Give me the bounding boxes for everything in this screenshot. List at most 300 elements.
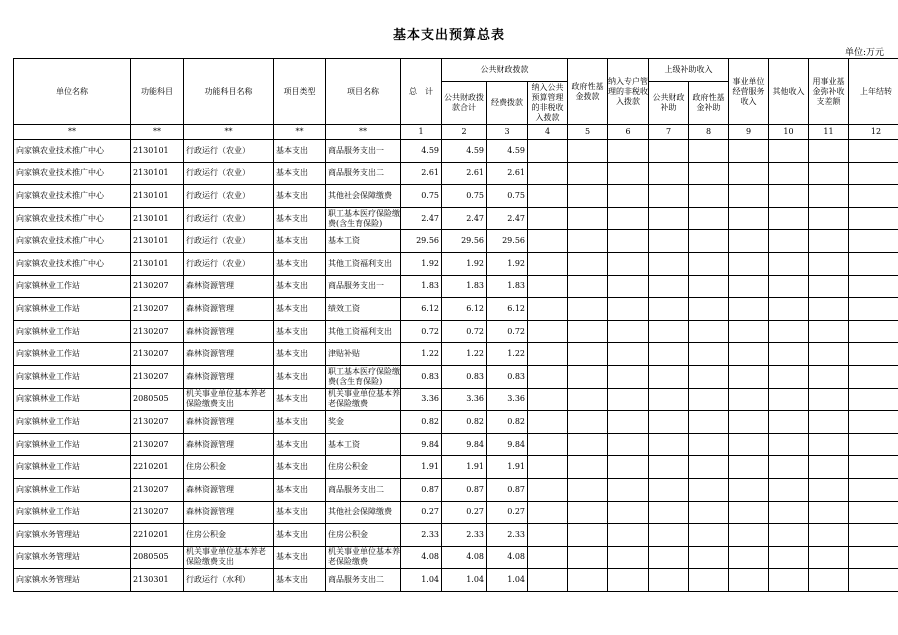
cell-funding: 4.08: [487, 546, 528, 569]
cell-empty: [649, 320, 689, 343]
cell-funding: 1.04: [487, 569, 528, 592]
cell-empty: [689, 365, 729, 388]
cell-empty: [729, 411, 769, 434]
header-total: 总 计: [401, 59, 442, 125]
table-row: [14, 388, 898, 411]
cell-empty: [528, 501, 568, 524]
table-row: [14, 298, 898, 321]
cell-empty: [689, 411, 729, 434]
cell-func-name: 行政运行（农业）: [184, 140, 274, 163]
cell-empty: [689, 298, 729, 321]
cell-empty: [729, 343, 769, 366]
cell-empty: [608, 388, 649, 411]
cell-empty: [769, 388, 809, 411]
cell-empty: [649, 140, 689, 163]
cell-func-name: 森林资源管理: [184, 365, 274, 388]
cell-empty: [809, 478, 849, 501]
cell-empty: [809, 230, 849, 253]
column-number-cell: 2: [442, 125, 487, 140]
cell-public-fiscal-total: 0.87: [442, 478, 487, 501]
cell-unit-name: 向家镇林业工作站: [14, 275, 131, 298]
cell-funding: 1.22: [487, 343, 528, 366]
cell-empty: [689, 207, 729, 230]
cell-empty: [568, 275, 608, 298]
header-superior-subsidy: 上级补助收入: [649, 59, 729, 82]
cell-unit-name: 向家镇林业工作站: [14, 343, 131, 366]
table-row: [14, 252, 898, 275]
cell-empty: [849, 207, 898, 230]
column-number-cell: 11: [809, 125, 849, 140]
cell-funding: 1.92: [487, 252, 528, 275]
column-number-cell: 10: [769, 125, 809, 140]
cell-empty: [769, 501, 809, 524]
cell-public-fiscal-total: 1.22: [442, 343, 487, 366]
cell-empty: [729, 252, 769, 275]
cell-empty: [729, 298, 769, 321]
cell-unit-name: 向家镇林业工作站: [14, 501, 131, 524]
table-row: [14, 546, 898, 569]
cell-item-type: 基本支出: [274, 433, 326, 456]
cell-empty: [608, 411, 649, 434]
cell-func-name: 森林资源管理: [184, 275, 274, 298]
cell-item-name: 绩效工资: [326, 298, 401, 321]
cell-item-type: 基本支出: [274, 388, 326, 411]
column-number-cell: **: [326, 125, 401, 140]
table-row: [14, 320, 898, 343]
cell-public-fiscal-total: 2.33: [442, 524, 487, 547]
cell-empty: [568, 365, 608, 388]
cell-func-name: 行政运行（水利）: [184, 569, 274, 592]
cell-func-name: 行政运行（农业）: [184, 162, 274, 185]
cell-empty: [849, 252, 898, 275]
cell-empty: [729, 140, 769, 163]
cell-empty: [608, 433, 649, 456]
cell-func-name: 行政运行（农业）: [184, 252, 274, 275]
cell-funding: 0.72: [487, 320, 528, 343]
cell-item-name: 商品服务支出二: [326, 162, 401, 185]
cell-public-fiscal-total: 1.04: [442, 569, 487, 592]
cell-total: 2.33: [401, 524, 442, 547]
table-row: [14, 569, 898, 592]
table-row: [14, 140, 898, 163]
cell-total: 0.83: [401, 365, 442, 388]
cell-empty: [608, 185, 649, 208]
cell-total: 1.83: [401, 275, 442, 298]
cell-empty: [809, 433, 849, 456]
cell-item-type: 基本支出: [274, 524, 326, 547]
cell-public-fiscal-total: 0.83: [442, 365, 487, 388]
cell-func-name: 森林资源管理: [184, 411, 274, 434]
cell-empty: [649, 230, 689, 253]
cell-total: 4.59: [401, 140, 442, 163]
header-nontax: 纳入公共预算管理的非税收入拨款: [528, 82, 568, 125]
cell-empty: [528, 456, 568, 479]
cell-public-fiscal-total: 0.82: [442, 411, 487, 434]
cell-empty: [769, 546, 809, 569]
cell-empty: [649, 433, 689, 456]
cell-func-code: 2080505: [131, 388, 184, 411]
cell-funding: 29.56: [487, 230, 528, 253]
cell-func-name: 森林资源管理: [184, 320, 274, 343]
cell-item-name: 住房公积金: [326, 456, 401, 479]
column-number-cell: 9: [729, 125, 769, 140]
cell-func-name: 住房公积金: [184, 456, 274, 479]
cell-empty: [568, 252, 608, 275]
cell-empty: [568, 140, 608, 163]
cell-total: 2.61: [401, 162, 442, 185]
cell-empty: [608, 524, 649, 547]
cell-unit-name: 向家镇农业技术推广中心: [14, 140, 131, 163]
cell-empty: [729, 162, 769, 185]
cell-empty: [528, 298, 568, 321]
cell-funding: 1.83: [487, 275, 528, 298]
cell-unit-name: 向家镇林业工作站: [14, 478, 131, 501]
cell-item-type: 基本支出: [274, 140, 326, 163]
cell-empty: [849, 478, 898, 501]
cell-funding: 2.33: [487, 524, 528, 547]
cell-item-type: 基本支出: [274, 501, 326, 524]
cell-func-name: 行政运行（农业）: [184, 230, 274, 253]
budget-table: [13, 58, 898, 592]
table-row: [14, 207, 898, 230]
cell-empty: [729, 524, 769, 547]
cell-empty: [849, 569, 898, 592]
cell-total: 6.12: [401, 298, 442, 321]
cell-item-name: 机关事业单位基本养老保险缴费: [326, 546, 401, 569]
header-funding: 经费拨款: [487, 82, 528, 125]
cell-empty: [608, 456, 649, 479]
cell-public-fiscal-total: 0.75: [442, 185, 487, 208]
cell-item-type: 基本支出: [274, 478, 326, 501]
cell-item-type: 基本支出: [274, 162, 326, 185]
cell-func-code: 2210201: [131, 456, 184, 479]
cell-empty: [689, 546, 729, 569]
cell-empty: [649, 546, 689, 569]
cell-empty: [568, 524, 608, 547]
cell-public-fiscal-total: 0.72: [442, 320, 487, 343]
cell-total: 0.27: [401, 501, 442, 524]
cell-item-name: 商品服务支出一: [326, 140, 401, 163]
cell-empty: [689, 320, 729, 343]
cell-unit-name: 向家镇林业工作站: [14, 298, 131, 321]
cell-func-code: 2130207: [131, 478, 184, 501]
header-sub-public: 公共财政补助: [649, 82, 689, 125]
cell-func-code: 2130101: [131, 252, 184, 275]
cell-empty: [608, 275, 649, 298]
column-number-row: [14, 125, 898, 140]
cell-empty: [809, 546, 849, 569]
column-number-cell: **: [184, 125, 274, 140]
cell-item-type: 基本支出: [274, 185, 326, 208]
cell-func-code: 2130101: [131, 185, 184, 208]
cell-func-name: 住房公积金: [184, 524, 274, 547]
cell-func-code: 2130101: [131, 140, 184, 163]
cell-empty: [809, 365, 849, 388]
cell-empty: [769, 162, 809, 185]
cell-empty: [849, 320, 898, 343]
header-unit-name: 单位名称: [14, 59, 131, 125]
cell-empty: [729, 185, 769, 208]
cell-funding: 9.84: [487, 433, 528, 456]
cell-empty: [528, 433, 568, 456]
cell-func-name: 森林资源管理: [184, 478, 274, 501]
cell-empty: [729, 230, 769, 253]
cell-item-type: 基本支出: [274, 546, 326, 569]
table-row: [14, 501, 898, 524]
cell-empty: [608, 230, 649, 253]
cell-empty: [649, 275, 689, 298]
cell-empty: [608, 162, 649, 185]
cell-empty: [729, 275, 769, 298]
cell-empty: [809, 252, 849, 275]
cell-empty: [809, 140, 849, 163]
cell-empty: [729, 388, 769, 411]
cell-empty: [689, 275, 729, 298]
cell-empty: [528, 252, 568, 275]
cell-empty: [849, 185, 898, 208]
cell-empty: [769, 207, 809, 230]
cell-unit-name: 向家镇林业工作站: [14, 411, 131, 434]
table-row: [14, 411, 898, 434]
cell-empty: [528, 388, 568, 411]
cell-unit-name: 向家镇农业技术推广中心: [14, 162, 131, 185]
cell-empty: [849, 546, 898, 569]
cell-empty: [849, 140, 898, 163]
cell-public-fiscal-total: 29.56: [442, 230, 487, 253]
header-public-fiscal-total: 公共财政拨款合计: [442, 82, 487, 125]
cell-public-fiscal-total: 0.27: [442, 501, 487, 524]
cell-empty: [528, 275, 568, 298]
cell-empty: [568, 456, 608, 479]
cell-total: 1.22: [401, 343, 442, 366]
cell-item-type: 基本支出: [274, 411, 326, 434]
cell-empty: [528, 411, 568, 434]
cell-empty: [649, 343, 689, 366]
cell-empty: [528, 569, 568, 592]
cell-func-code: 2130101: [131, 207, 184, 230]
column-number-cell: 8: [689, 125, 729, 140]
header-business-income: 事业单位经营服务收入: [729, 59, 769, 125]
cell-empty: [769, 320, 809, 343]
cell-empty: [729, 478, 769, 501]
cell-item-name: 住房公积金: [326, 524, 401, 547]
header-public-fiscal: 公共财政拨款: [442, 59, 568, 82]
cell-empty: [769, 365, 809, 388]
cell-public-fiscal-total: 9.84: [442, 433, 487, 456]
cell-empty: [849, 230, 898, 253]
cell-empty: [849, 365, 898, 388]
table-row: [14, 433, 898, 456]
cell-unit-name: 向家镇农业技术推广中心: [14, 252, 131, 275]
cell-empty: [528, 365, 568, 388]
header-gov-fund: 政府性基金拨款: [568, 59, 608, 125]
column-number-cell: **: [131, 125, 184, 140]
table-row: [14, 343, 898, 366]
cell-empty: [809, 207, 849, 230]
cell-empty: [528, 524, 568, 547]
cell-empty: [849, 388, 898, 411]
cell-empty: [849, 501, 898, 524]
cell-empty: [528, 230, 568, 253]
cell-item-name: 其他工资福利支出: [326, 252, 401, 275]
cell-empty: [649, 569, 689, 592]
cell-total: 1.92: [401, 252, 442, 275]
cell-empty: [769, 456, 809, 479]
cell-func-code: 2130207: [131, 320, 184, 343]
cell-empty: [689, 501, 729, 524]
column-number-cell: 5: [568, 125, 608, 140]
cell-total: 2.47: [401, 207, 442, 230]
table-body: [14, 140, 898, 592]
cell-item-type: 基本支出: [274, 365, 326, 388]
cell-func-code: 2080505: [131, 546, 184, 569]
cell-unit-name: 向家镇林业工作站: [14, 433, 131, 456]
cell-func-code: 2130207: [131, 411, 184, 434]
cell-empty: [769, 343, 809, 366]
cell-empty: [649, 524, 689, 547]
cell-empty: [689, 524, 729, 547]
cell-empty: [528, 162, 568, 185]
cell-public-fiscal-total: 2.47: [442, 207, 487, 230]
cell-unit-name: 向家镇农业技术推广中心: [14, 207, 131, 230]
table-row: [14, 456, 898, 479]
cell-empty: [649, 456, 689, 479]
cell-item-type: 基本支出: [274, 252, 326, 275]
cell-empty: [809, 569, 849, 592]
column-number-cell: 1: [401, 125, 442, 140]
cell-empty: [769, 569, 809, 592]
cell-item-name: 商品服务支出二: [326, 569, 401, 592]
cell-empty: [729, 433, 769, 456]
cell-item-type: 基本支出: [274, 275, 326, 298]
cell-empty: [568, 433, 608, 456]
cell-public-fiscal-total: 3.36: [442, 388, 487, 411]
cell-empty: [769, 275, 809, 298]
cell-total: 1.04: [401, 569, 442, 592]
cell-empty: [528, 343, 568, 366]
cell-empty: [528, 546, 568, 569]
cell-empty: [809, 298, 849, 321]
table-row: [14, 185, 898, 208]
cell-empty: [689, 478, 729, 501]
cell-funding: 0.27: [487, 501, 528, 524]
cell-empty: [568, 162, 608, 185]
cell-func-name: 机关事业单位基本养老保险缴费支出: [184, 388, 274, 411]
header-item-type: 项目类型: [274, 59, 326, 125]
cell-empty: [809, 501, 849, 524]
cell-empty: [649, 411, 689, 434]
cell-empty: [769, 140, 809, 163]
cell-func-code: 2130301: [131, 569, 184, 592]
cell-empty: [689, 140, 729, 163]
cell-empty: [809, 162, 849, 185]
cell-empty: [809, 388, 849, 411]
cell-funding: 3.36: [487, 388, 528, 411]
cell-item-type: 基本支出: [274, 569, 326, 592]
cell-unit-name: 向家镇林业工作站: [14, 456, 131, 479]
table-row: [14, 524, 898, 547]
cell-unit-name: 向家镇林业工作站: [14, 388, 131, 411]
cell-func-name: 行政运行（农业）: [184, 185, 274, 208]
cell-item-name: 其他工资福利支出: [326, 320, 401, 343]
cell-item-name: 津贴补贴: [326, 343, 401, 366]
cell-empty: [649, 162, 689, 185]
cell-empty: [528, 185, 568, 208]
cell-total: 0.75: [401, 185, 442, 208]
cell-empty: [568, 320, 608, 343]
cell-empty: [729, 546, 769, 569]
cell-item-name: 商品服务支出二: [326, 478, 401, 501]
cell-item-name: 其他社会保障缴费: [326, 501, 401, 524]
page-title: 基本支出预算总表: [392, 28, 505, 43]
cell-empty: [849, 524, 898, 547]
cell-empty: [769, 524, 809, 547]
cell-empty: [528, 320, 568, 343]
cell-total: 4.08: [401, 546, 442, 569]
header-last-year-balance: 上年结转: [849, 59, 898, 125]
cell-total: 9.84: [401, 433, 442, 456]
cell-func-name: 行政运行（农业）: [184, 207, 274, 230]
table-row: [14, 230, 898, 253]
cell-func-name: 森林资源管理: [184, 501, 274, 524]
cell-empty: [849, 298, 898, 321]
cell-empty: [649, 252, 689, 275]
cell-unit-name: 向家镇林业工作站: [14, 320, 131, 343]
cell-item-name: 职工基本医疗保险缴费(含生育保险): [326, 365, 401, 388]
cell-unit-name: 向家镇农业技术推广中心: [14, 230, 131, 253]
cell-public-fiscal-total: 1.83: [442, 275, 487, 298]
cell-unit-name: 向家镇水务管理站: [14, 524, 131, 547]
cell-unit-name: 向家镇水务管理站: [14, 569, 131, 592]
header-func-code: 功能科目: [131, 59, 184, 125]
cell-empty: [729, 365, 769, 388]
cell-funding: 6.12: [487, 298, 528, 321]
cell-empty: [608, 343, 649, 366]
cell-empty: [809, 343, 849, 366]
cell-empty: [689, 343, 729, 366]
cell-total: 0.87: [401, 478, 442, 501]
cell-empty: [649, 365, 689, 388]
cell-empty: [608, 252, 649, 275]
cell-empty: [809, 185, 849, 208]
cell-public-fiscal-total: 2.61: [442, 162, 487, 185]
cell-item-name: 其他社会保障缴费: [326, 185, 401, 208]
cell-total: 1.91: [401, 456, 442, 479]
cell-empty: [568, 207, 608, 230]
cell-empty: [608, 546, 649, 569]
cell-public-fiscal-total: 4.59: [442, 140, 487, 163]
cell-public-fiscal-total: 1.92: [442, 252, 487, 275]
cell-funding: 1.91: [487, 456, 528, 479]
header-func-name: 功能科目名称: [184, 59, 274, 125]
cell-empty: [689, 569, 729, 592]
cell-funding: 0.82: [487, 411, 528, 434]
cell-func-code: 2130207: [131, 433, 184, 456]
table-row: [14, 478, 898, 501]
cell-empty: [809, 275, 849, 298]
cell-func-code: 2130207: [131, 298, 184, 321]
cell-funding: 4.59: [487, 140, 528, 163]
cell-item-type: 基本支出: [274, 343, 326, 366]
cell-func-code: 2130207: [131, 343, 184, 366]
cell-item-type: 基本支出: [274, 320, 326, 343]
cell-total: 0.82: [401, 411, 442, 434]
cell-empty: [649, 388, 689, 411]
unit-label: 单位:万元: [844, 48, 884, 58]
cell-unit-name: 向家镇林业工作站: [14, 365, 131, 388]
cell-item-name: 基本工资: [326, 230, 401, 253]
cell-public-fiscal-total: 4.08: [442, 546, 487, 569]
